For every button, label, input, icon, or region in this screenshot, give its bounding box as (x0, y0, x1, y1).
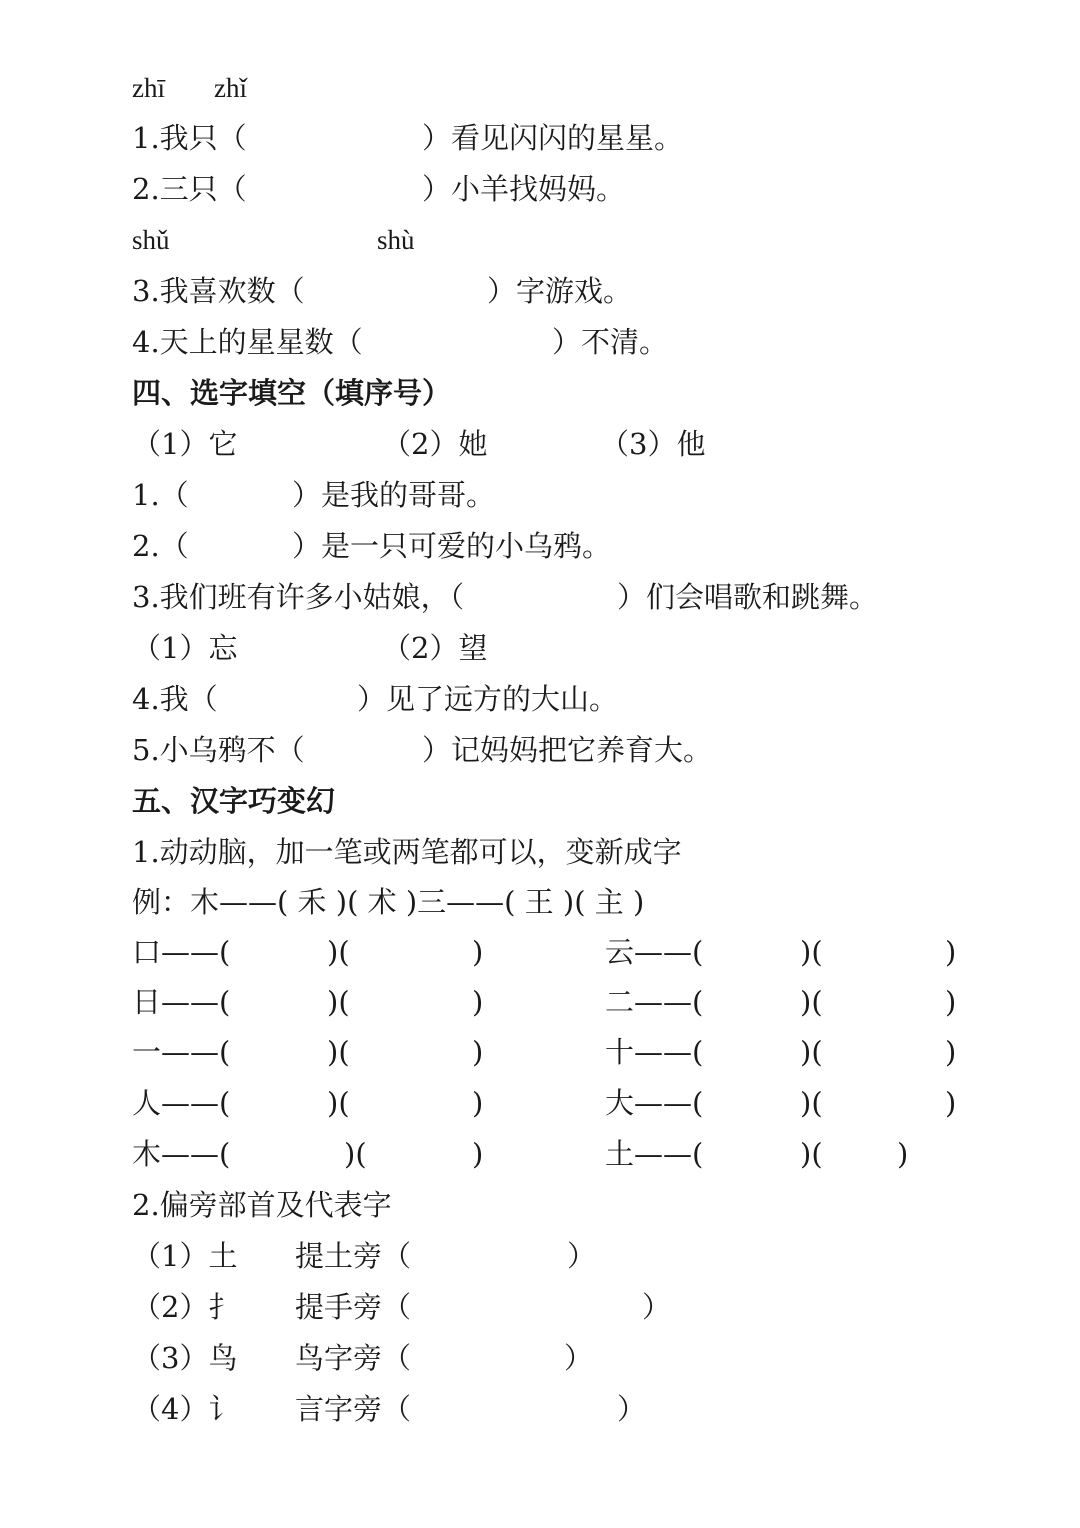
option-item: （3）他 (600, 427, 706, 461)
question-prefix: 2.三只（ (132, 172, 247, 206)
row-right-end: ) (897, 1137, 909, 1171)
radical-name: 言字旁（ (295, 1392, 412, 1426)
row-right-end: ) (945, 985, 957, 1019)
section-4-title: 四、选字填空（填序号） (132, 376, 452, 410)
row-right-start: 十——( (605, 1035, 704, 1069)
row-left-end: ) (472, 1086, 484, 1120)
section-5-title: 五、汉字巧变幻 (132, 784, 336, 818)
radical-blank-close: ） (617, 1392, 647, 1426)
row-left-start: 木——( (132, 1137, 231, 1171)
part-1-title: 1.动动脑，加一笔或两笔都可以，变新成字 (132, 835, 682, 869)
question-prefix: 1.（ (132, 478, 189, 512)
row-left-end: ) (472, 1137, 484, 1171)
row-right-end: ) (945, 1086, 957, 1120)
row-left-mid: )( (327, 935, 350, 969)
row-left-start: 人——( (132, 1086, 231, 1120)
row-left-mid: )( (327, 1035, 350, 1069)
question-prefix: 2.（ (132, 529, 189, 563)
question-suffix: ）字游戏。 (487, 274, 633, 308)
question-prefix: 4.我（ (132, 682, 218, 716)
row-left-start: 日——( (132, 985, 231, 1019)
row-left-mid: )( (327, 1086, 350, 1120)
radical-symbol: （1）土 (132, 1239, 238, 1273)
row-right-start: 云——( (605, 935, 704, 969)
question-suffix: ）见了远方的大山。 (357, 682, 619, 716)
row-left-start: 一——( (132, 1035, 231, 1069)
question-suffix: ）是一只可爱的小乌鸦。 (292, 529, 612, 563)
pinyin-shu3: shǔ (132, 225, 170, 255)
row-right-mid: )( (800, 985, 823, 1019)
row-right-mid: )( (800, 1035, 823, 1069)
question-prefix: 3.我喜欢数（ (132, 274, 305, 308)
row-left-end: ) (472, 985, 484, 1019)
row-left-mid: )( (344, 1137, 367, 1171)
radical-blank-close: ） (567, 1239, 597, 1273)
question-suffix: ）是我的哥哥。 (292, 478, 496, 512)
radical-symbol: （3）鸟 (132, 1341, 238, 1375)
question-prefix: 3.我们班有许多小姑娘，（ (132, 580, 465, 614)
row-right-start: 二——( (605, 985, 704, 1019)
question-prefix: 4.天上的星星数（ (132, 325, 363, 359)
pinyin-zhi3: zhǐ (214, 73, 247, 103)
question-suffix: ）不清。 (552, 325, 669, 359)
pinyin-shu4: shù (377, 225, 415, 255)
radical-name: 提土旁（ (295, 1239, 412, 1273)
row-right-mid: )( (800, 1086, 823, 1120)
radical-blank-close: ） (564, 1341, 594, 1375)
option-item: （1）忘 (132, 631, 238, 665)
radical-blank-close: ） (642, 1290, 672, 1324)
row-right-end: ) (945, 935, 957, 969)
example-line: 例：木——( 禾 )( 术 )三——( 王 )( 主 ) (132, 885, 645, 919)
row-left-mid: )( (327, 985, 350, 1019)
row-right-end: ) (945, 1035, 957, 1069)
option-item: （1）它 (132, 427, 238, 461)
question-prefix: 1.我只（ (132, 121, 247, 155)
radical-symbol: （2）扌 (132, 1290, 238, 1324)
row-left-start: 口——( (132, 935, 231, 969)
question-suffix: ）看见闪闪的星星。 (422, 121, 684, 155)
question-prefix: 5.小乌鸦不（ (132, 733, 305, 767)
question-suffix: ）们会唱歌和跳舞。 (617, 580, 879, 614)
part-2-title: 2.偏旁部首及代表字 (132, 1188, 392, 1222)
radical-name: 提手旁（ (295, 1290, 412, 1324)
row-left-end: ) (472, 1035, 484, 1069)
option-item: （2）望 (382, 631, 488, 665)
option-item: （2）她 (382, 427, 488, 461)
row-right-mid: )( (800, 935, 823, 969)
radical-name: 鸟字旁（ (295, 1341, 412, 1375)
row-right-start: 大——( (605, 1086, 704, 1120)
question-suffix: ）小羊找妈妈。 (422, 172, 626, 206)
row-right-mid: )( (800, 1137, 823, 1171)
row-left-end: ) (472, 935, 484, 969)
radical-symbol: （4）讠 (132, 1392, 238, 1426)
pinyin-zhi1: zhī (132, 73, 165, 103)
row-right-start: 土——( (605, 1137, 704, 1171)
question-suffix: ）记妈妈把它养育大。 (422, 733, 713, 767)
